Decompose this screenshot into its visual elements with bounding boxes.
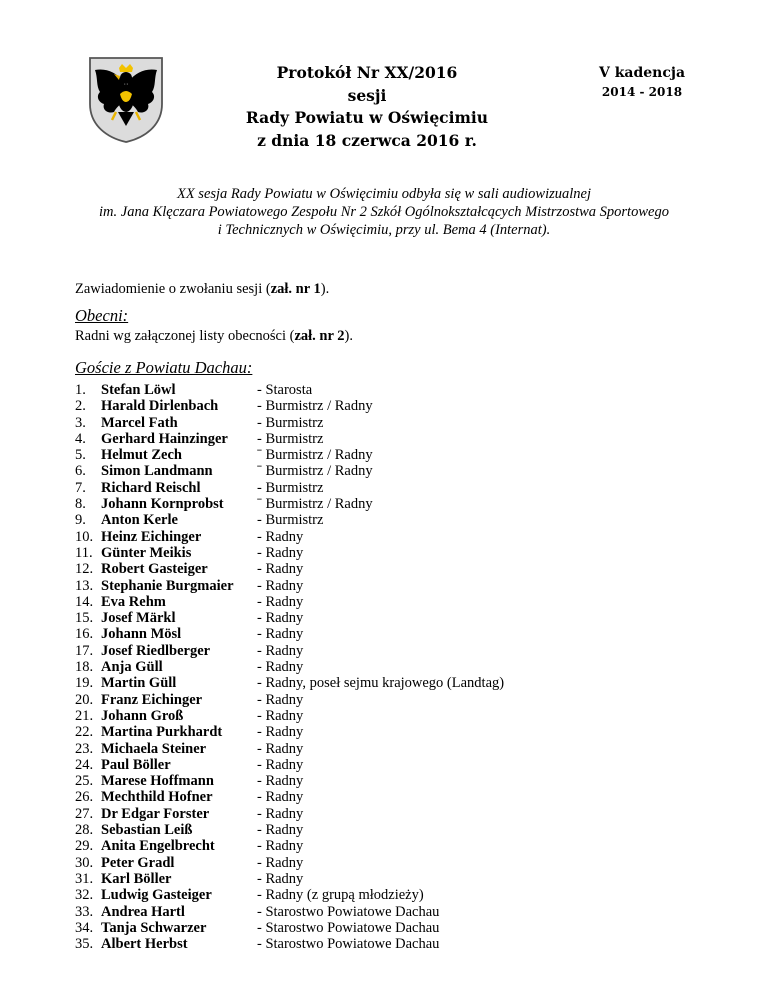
guest-name: Peter Gradl xyxy=(101,854,175,871)
guest-name: Tanja Schwarzer xyxy=(101,919,207,936)
guest-name: Andrea Hartl xyxy=(101,903,185,920)
notice-paragraph xyxy=(75,280,329,298)
guest-role: - Radny xyxy=(257,756,304,773)
guest-row xyxy=(75,887,675,903)
guest-role: - Radny xyxy=(257,528,304,545)
guest-name: Marese Hoffmann xyxy=(101,773,214,790)
guest-role: - Radny xyxy=(257,577,304,594)
guest-name: Albert Herbst xyxy=(101,936,188,953)
guest-role: - Burmistrz xyxy=(257,414,324,431)
guest-row xyxy=(75,610,675,626)
guest-name: Harald Dirlenbach xyxy=(101,398,219,415)
guest-row xyxy=(75,496,675,512)
guest-number: 25. xyxy=(75,773,94,790)
guest-role: - Radny xyxy=(257,854,304,871)
guest-name: Mechthild Hofner xyxy=(101,789,213,806)
guest-row xyxy=(75,806,675,822)
guest-number: 19. xyxy=(75,675,94,692)
guest-name: Karl Böller xyxy=(101,870,172,887)
guest-row xyxy=(75,626,675,642)
guest-name: Josef Märkl xyxy=(101,610,176,627)
guest-row xyxy=(75,871,675,887)
intro-line: i Technicznych w Oświęcimiu, przy ul. Bema 4 (Internat). xyxy=(217,222,551,238)
guest-role: - Radny xyxy=(257,870,304,887)
guest-name: Johann Groß xyxy=(101,707,184,724)
guest-role: ˉ Burmistrz / Radny xyxy=(257,496,373,513)
guest-name: Stefan Löwl xyxy=(101,382,176,398)
session-intro xyxy=(40,185,728,239)
guest-row xyxy=(75,936,675,952)
guest-role: - Radny xyxy=(257,724,304,741)
obecni-ref: zał. nr 2 xyxy=(294,328,345,344)
guest-name: Eva Rehm xyxy=(101,593,166,610)
guest-role: - Radny xyxy=(257,610,304,627)
guest-row xyxy=(75,822,675,838)
guest-row xyxy=(75,398,675,414)
guest-number: 31. xyxy=(75,870,94,887)
guest-number: 32. xyxy=(75,887,94,904)
notice-end: ). xyxy=(320,281,330,297)
guest-name: Johann Kornprobst xyxy=(101,496,224,513)
guest-row xyxy=(75,447,675,463)
obecni-paragraph xyxy=(75,327,353,345)
guest-number: 26. xyxy=(75,789,94,806)
guest-number: 24. xyxy=(75,756,94,773)
guest-role: - Radny xyxy=(257,740,304,757)
guest-number: 8. xyxy=(75,496,86,513)
guest-row xyxy=(75,708,675,724)
guest-number: 21. xyxy=(75,707,94,724)
guest-row xyxy=(75,920,675,936)
guest-role: - Radny xyxy=(257,691,304,708)
guest-row xyxy=(75,904,675,920)
guest-name: Josef Riedlberger xyxy=(101,642,211,659)
guest-role: - Starosta xyxy=(257,382,313,398)
guest-role: - Radny xyxy=(257,659,304,676)
guest-name: Johann Mösl xyxy=(101,626,182,643)
guest-name: Heinz Eichinger xyxy=(101,528,202,545)
guest-number: 13. xyxy=(75,577,94,594)
guest-role: - Burmistrz / Radny xyxy=(257,398,373,415)
guest-role: ˉ Burmistrz / Radny xyxy=(257,463,373,480)
guest-number: 7. xyxy=(75,479,86,496)
guest-row xyxy=(75,675,675,691)
guest-row xyxy=(75,855,675,871)
title-line: sesji xyxy=(347,85,387,105)
guest-row xyxy=(75,692,675,708)
guest-name: Paul Böller xyxy=(101,756,171,773)
term-box xyxy=(592,63,692,101)
document-title xyxy=(214,62,520,152)
guest-name: Ludwig Gasteiger xyxy=(101,887,212,904)
guest-row xyxy=(75,545,675,561)
guest-row xyxy=(75,594,675,610)
guest-role: - Radny xyxy=(257,593,304,610)
guest-name: Sebastian Leiß xyxy=(101,822,193,839)
guest-name: Anita Engelbrecht xyxy=(101,838,215,855)
guest-number: 14. xyxy=(75,593,94,610)
guest-role: - Burmistrz xyxy=(257,430,324,447)
guest-role: - Radny xyxy=(257,773,304,790)
guest-role: - Radny xyxy=(257,838,304,855)
guest-role: - Radny xyxy=(257,805,304,822)
guest-row xyxy=(75,773,675,789)
guest-number: 29. xyxy=(75,838,94,855)
guest-name: Michaela Steiner xyxy=(101,740,207,757)
term-years: 2014 - 2018 xyxy=(601,85,683,99)
obecni-text: Radni wg załączonej listy obecności ( xyxy=(75,328,295,344)
guest-number: 30. xyxy=(75,854,94,871)
title-line: Protokół Nr XX/2016 xyxy=(276,63,458,82)
guest-row xyxy=(75,529,675,545)
title-line: Rady Powiatu w Oświęcimiu xyxy=(245,108,489,127)
intro-line: XX sesja Rady Powiatu w Oświęcimiu odbyła się w sali audiowizualnej xyxy=(176,186,592,202)
guest-number: 4. xyxy=(75,430,86,447)
guest-role: - Radny xyxy=(257,789,304,806)
guest-role: - Starostwo Powiatowe Dachau xyxy=(257,936,440,953)
notice-text: Zawiadomienie o zwołaniu sesji ( xyxy=(75,281,271,297)
guest-number: 22. xyxy=(75,724,94,741)
guest-row xyxy=(75,643,675,659)
guest-list xyxy=(75,382,675,952)
guest-number: 2. xyxy=(75,398,86,415)
guest-row xyxy=(75,724,675,740)
notice-ref: zał. nr 1 xyxy=(270,281,321,297)
guest-number: 11. xyxy=(75,544,93,561)
guest-role: - Radny xyxy=(257,544,304,561)
guest-number: 23. xyxy=(75,740,94,757)
obecni-end: ). xyxy=(344,328,353,344)
guest-name: Helmut Zech xyxy=(101,447,182,464)
guest-name: Martina Purkhardt xyxy=(101,724,223,741)
guest-row xyxy=(75,480,675,496)
guest-number: 1. xyxy=(75,382,86,398)
guest-role: - Starostwo Powiatowe Dachau xyxy=(257,903,440,920)
guest-number: 27. xyxy=(75,805,94,822)
guest-number: 17. xyxy=(75,642,94,659)
intro-line: im. Jana Klęczara Powiatowego Zespołu Nr 2 Szkół Ogólnokształcących Mistrzostwa Sportowego xyxy=(99,204,669,220)
guest-row xyxy=(75,757,675,773)
guests-heading: Goście z Powiatu Dachau: xyxy=(75,358,253,377)
coat-of-arms-icon xyxy=(86,52,166,144)
guest-row xyxy=(75,415,675,431)
guest-number: 3. xyxy=(75,414,86,431)
guest-role: - Radny xyxy=(257,707,304,724)
guest-name: Günter Meikis xyxy=(101,544,192,561)
guest-role: - Burmistrz xyxy=(257,512,324,529)
guest-name: Anton Kerle xyxy=(101,512,178,529)
guest-name: Marcel Fath xyxy=(101,414,178,431)
guest-role: - Radny xyxy=(257,822,304,839)
guest-row xyxy=(75,431,675,447)
guest-number: 28. xyxy=(75,822,94,839)
guest-row xyxy=(75,578,675,594)
guest-row xyxy=(75,561,675,577)
guest-role: - Starostwo Powiatowe Dachau xyxy=(257,919,440,936)
guest-number: 5. xyxy=(75,447,86,464)
guest-number: 33. xyxy=(75,903,94,920)
guest-role: - Radny xyxy=(257,642,304,659)
guest-role: ˉ Burmistrz / Radny xyxy=(257,447,373,464)
guest-role: - Burmistrz xyxy=(257,479,324,496)
guest-row xyxy=(75,382,675,398)
term-label: V kadencja xyxy=(598,65,686,81)
guest-name: Richard Reischl xyxy=(101,479,201,496)
guest-row xyxy=(75,789,675,805)
guest-number: 20. xyxy=(75,691,94,708)
guest-row xyxy=(75,741,675,757)
guest-number: 12. xyxy=(75,561,94,578)
guest-name: Franz Eichinger xyxy=(101,691,203,708)
guest-number: 10. xyxy=(75,528,94,545)
guest-number: 15. xyxy=(75,610,94,627)
guest-number: 35. xyxy=(75,936,94,953)
guest-role: - Radny xyxy=(257,626,304,643)
guest-row xyxy=(75,659,675,675)
guest-name: Stephanie Burgmaier xyxy=(101,577,234,594)
obecni-heading: Obecni: xyxy=(75,306,129,325)
guest-role: - Radny xyxy=(257,561,304,578)
guest-number: 6. xyxy=(75,463,86,480)
guest-number: 16. xyxy=(75,626,94,643)
guest-row xyxy=(75,512,675,528)
guest-number: 34. xyxy=(75,919,94,936)
guest-number: 9. xyxy=(75,512,86,529)
guest-row xyxy=(75,463,675,479)
guest-name: Robert Gasteiger xyxy=(101,561,208,578)
guest-row xyxy=(75,838,675,854)
guest-name: Martin Güll xyxy=(101,675,177,692)
guest-name: Anja Güll xyxy=(101,659,163,676)
guest-role: - Radny (z grupą młodzieży) xyxy=(257,887,424,904)
guest-name: Dr Edgar Forster xyxy=(101,805,210,822)
guest-name: Simon Landmann xyxy=(101,463,213,480)
guest-number: 18. xyxy=(75,659,94,676)
guest-name: Gerhard Hainzinger xyxy=(101,430,228,447)
title-line: z dnia 18 czerwca 2016 r. xyxy=(257,130,477,150)
guest-role: - Radny, poseł sejmu krajowego (Landtag) xyxy=(257,675,505,692)
